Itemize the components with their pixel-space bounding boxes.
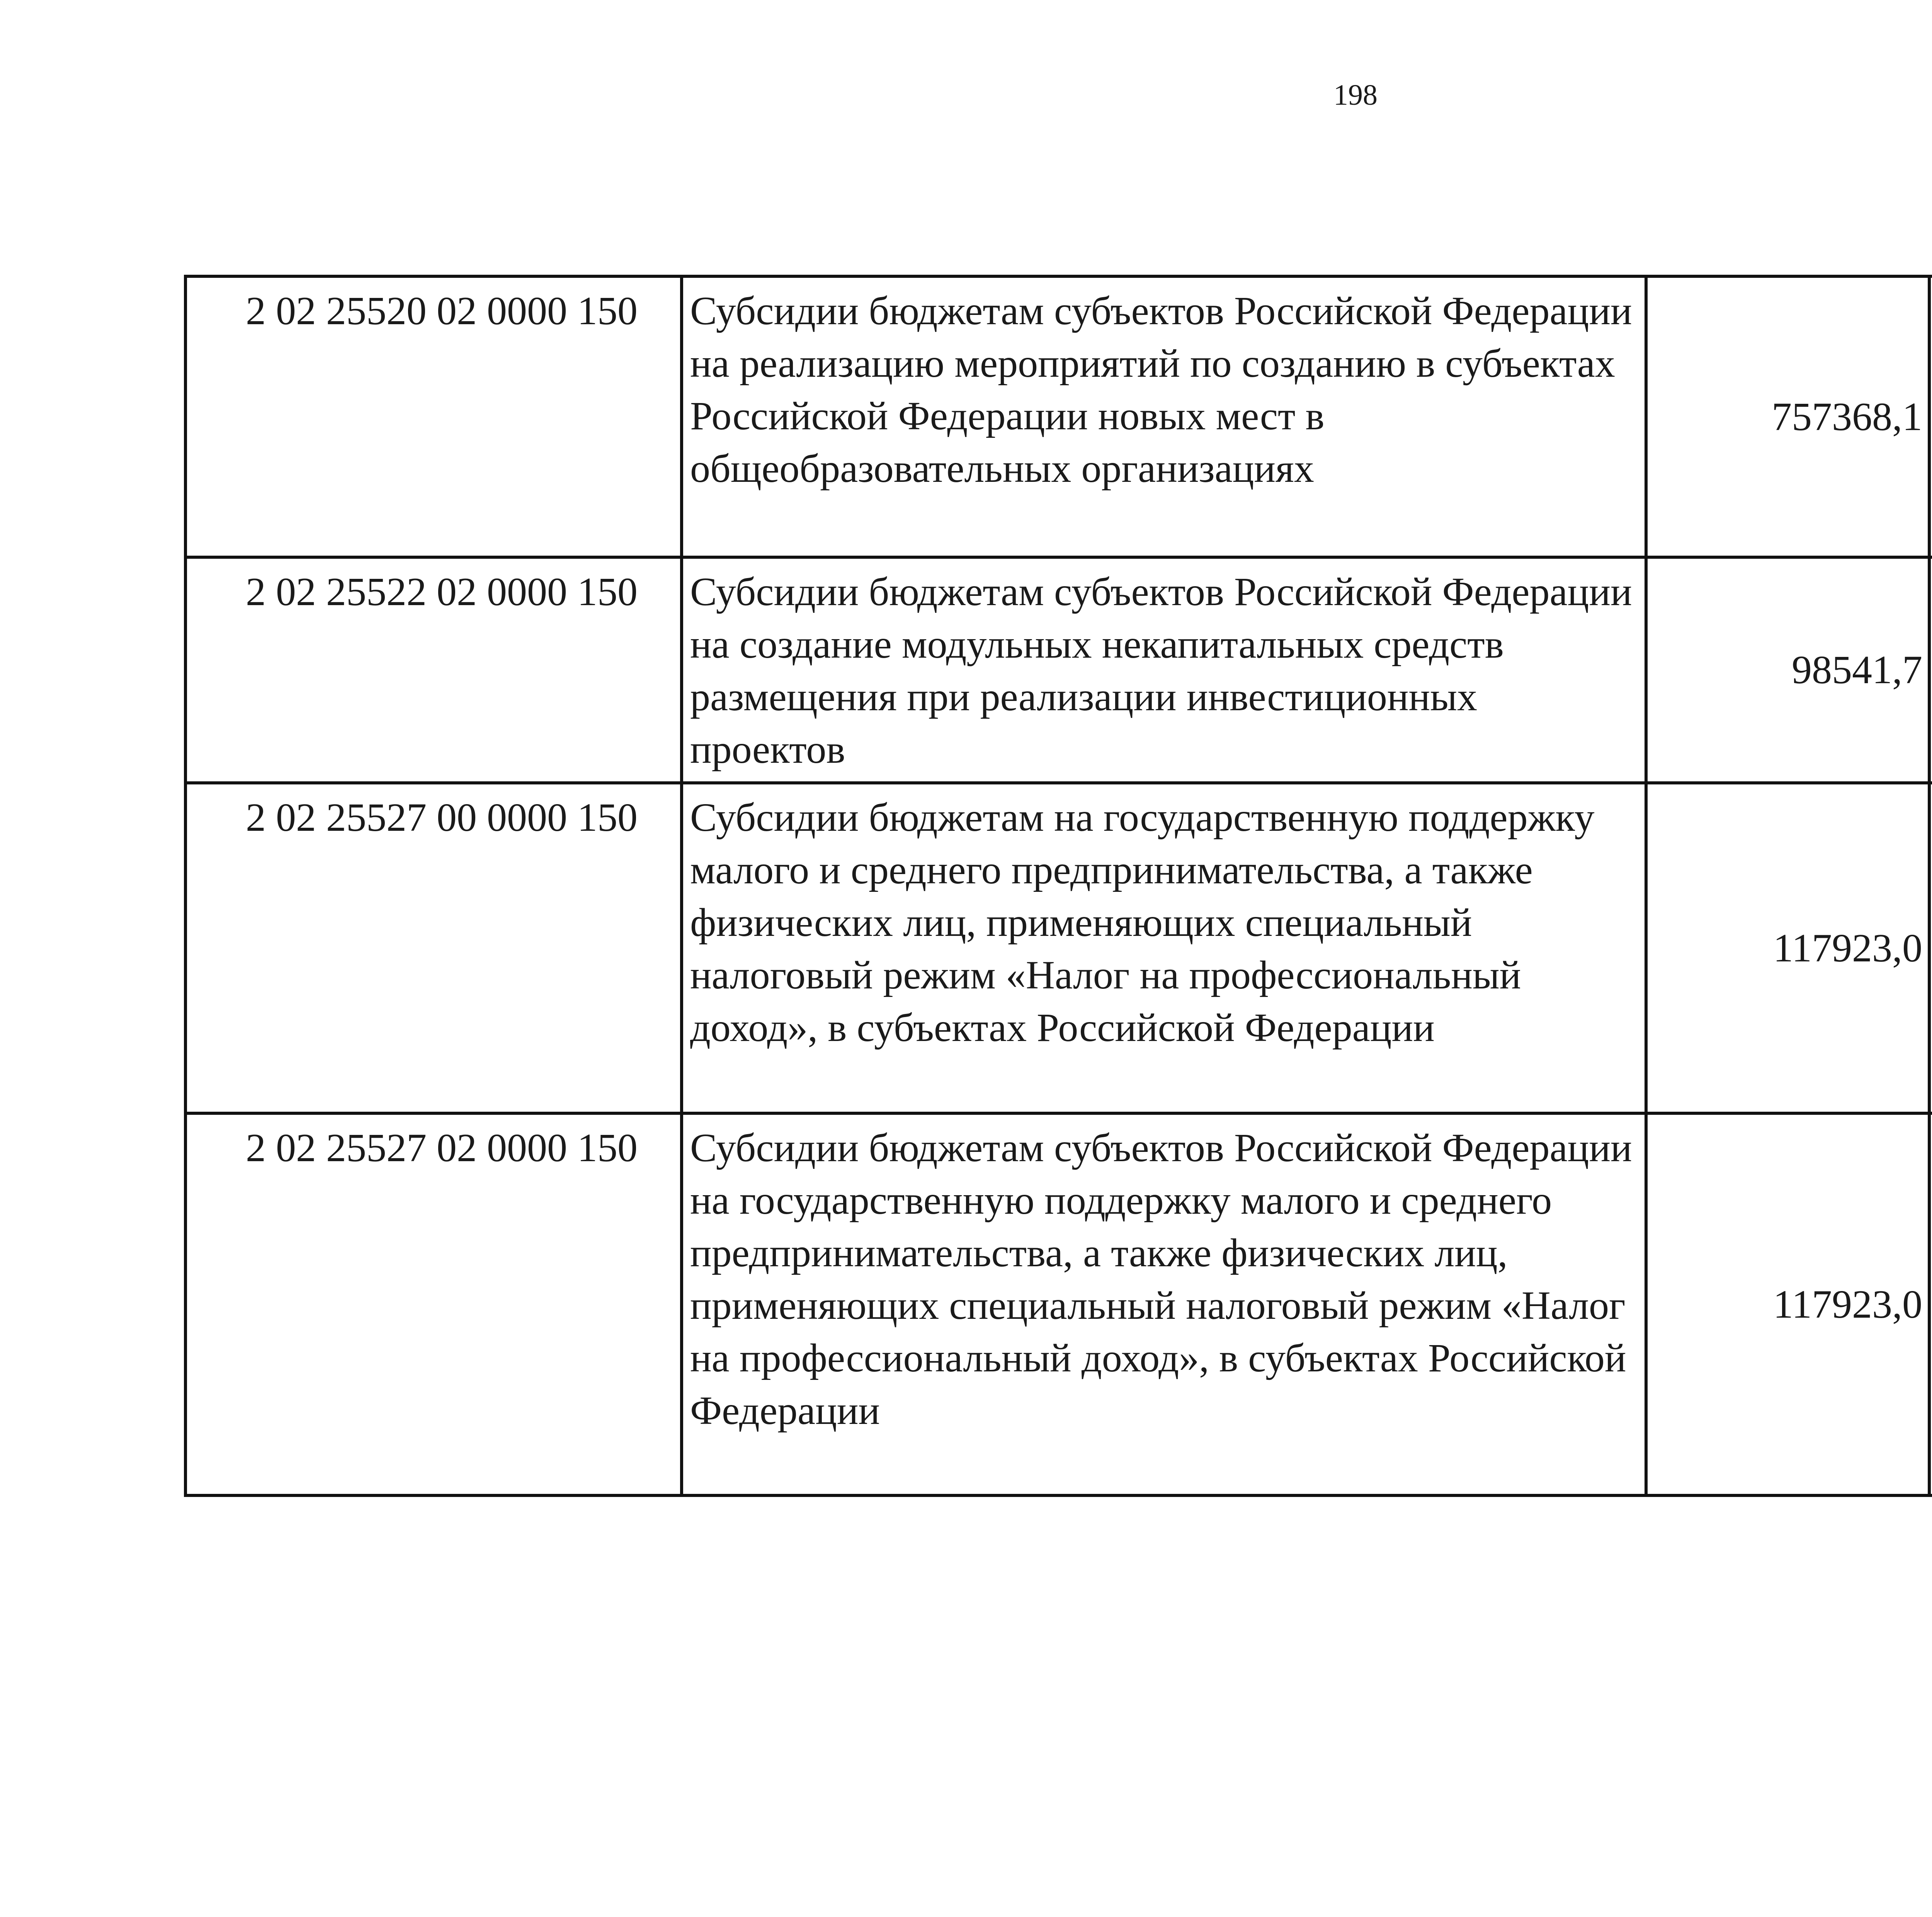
value-cell-2 xyxy=(1929,783,1932,1113)
description-cell xyxy=(682,557,1646,783)
budget-code: 2 02 25522 02 0000 150 xyxy=(246,570,638,614)
value-cell-2 xyxy=(1929,276,1932,557)
value-1: 117923,0 xyxy=(1773,925,1922,970)
value-1: 98541,7 xyxy=(1792,648,1922,692)
value-cell-1 xyxy=(1646,1113,1929,1495)
budget-code-cell xyxy=(185,276,682,557)
table-row xyxy=(185,783,1932,1113)
budget-code: 2 02 25527 02 0000 150 xyxy=(246,1126,638,1170)
value-cell-2 xyxy=(1929,1113,1932,1495)
description-cell xyxy=(682,276,1646,557)
value-cell-1 xyxy=(1646,783,1929,1113)
description-text: Субсидии бюджетам субъектов Российской Федерации на создание модульных некапитальных средств размещения при реализации инвестиционных проектов xyxy=(690,570,1632,772)
description-cell xyxy=(682,1113,1646,1495)
value-cell-1 xyxy=(1646,276,1929,557)
budget-code-cell xyxy=(185,1113,682,1495)
budget-table xyxy=(184,275,1932,1497)
description-text: Субсидии бюджетам на государственную поддержку малого и среднего предпринимательства, а также физических лиц, применяющих специальный налоговый режим «Налог на профессиональный доход», в субъектах Российской Федерации xyxy=(690,795,1595,1050)
value-cell-1 xyxy=(1646,557,1929,783)
value-1: 117923,0 xyxy=(1773,1282,1922,1327)
value-cell-2 xyxy=(1929,557,1932,783)
description-cell xyxy=(682,783,1646,1113)
budget-code-cell xyxy=(185,557,682,783)
table-row xyxy=(185,557,1932,783)
budget-code: 2 02 25520 02 0000 150 xyxy=(246,289,638,333)
page-number: 198 xyxy=(1333,79,1378,111)
description-text: Субсидии бюджетам субъектов Российской Федерации на реализацию мероприятий по созданию в субъектах Российской Федерации новых мест в общеобразовательных организациях xyxy=(690,289,1632,491)
budget-code: 2 02 25527 00 0000 150 xyxy=(246,795,638,840)
description-text: Субсидии бюджетам субъектов Российской Федерации на государственную поддержку малого и среднего предпринимательства, а также физических лиц, применяющих специальный налоговый режим «Налог на профессиональный доход», в субъектах Российской Федерации xyxy=(690,1126,1632,1433)
table-row xyxy=(185,1113,1932,1495)
budget-code-cell xyxy=(185,783,682,1113)
table-row xyxy=(185,276,1932,557)
value-1: 757368,1 xyxy=(1772,394,1922,439)
